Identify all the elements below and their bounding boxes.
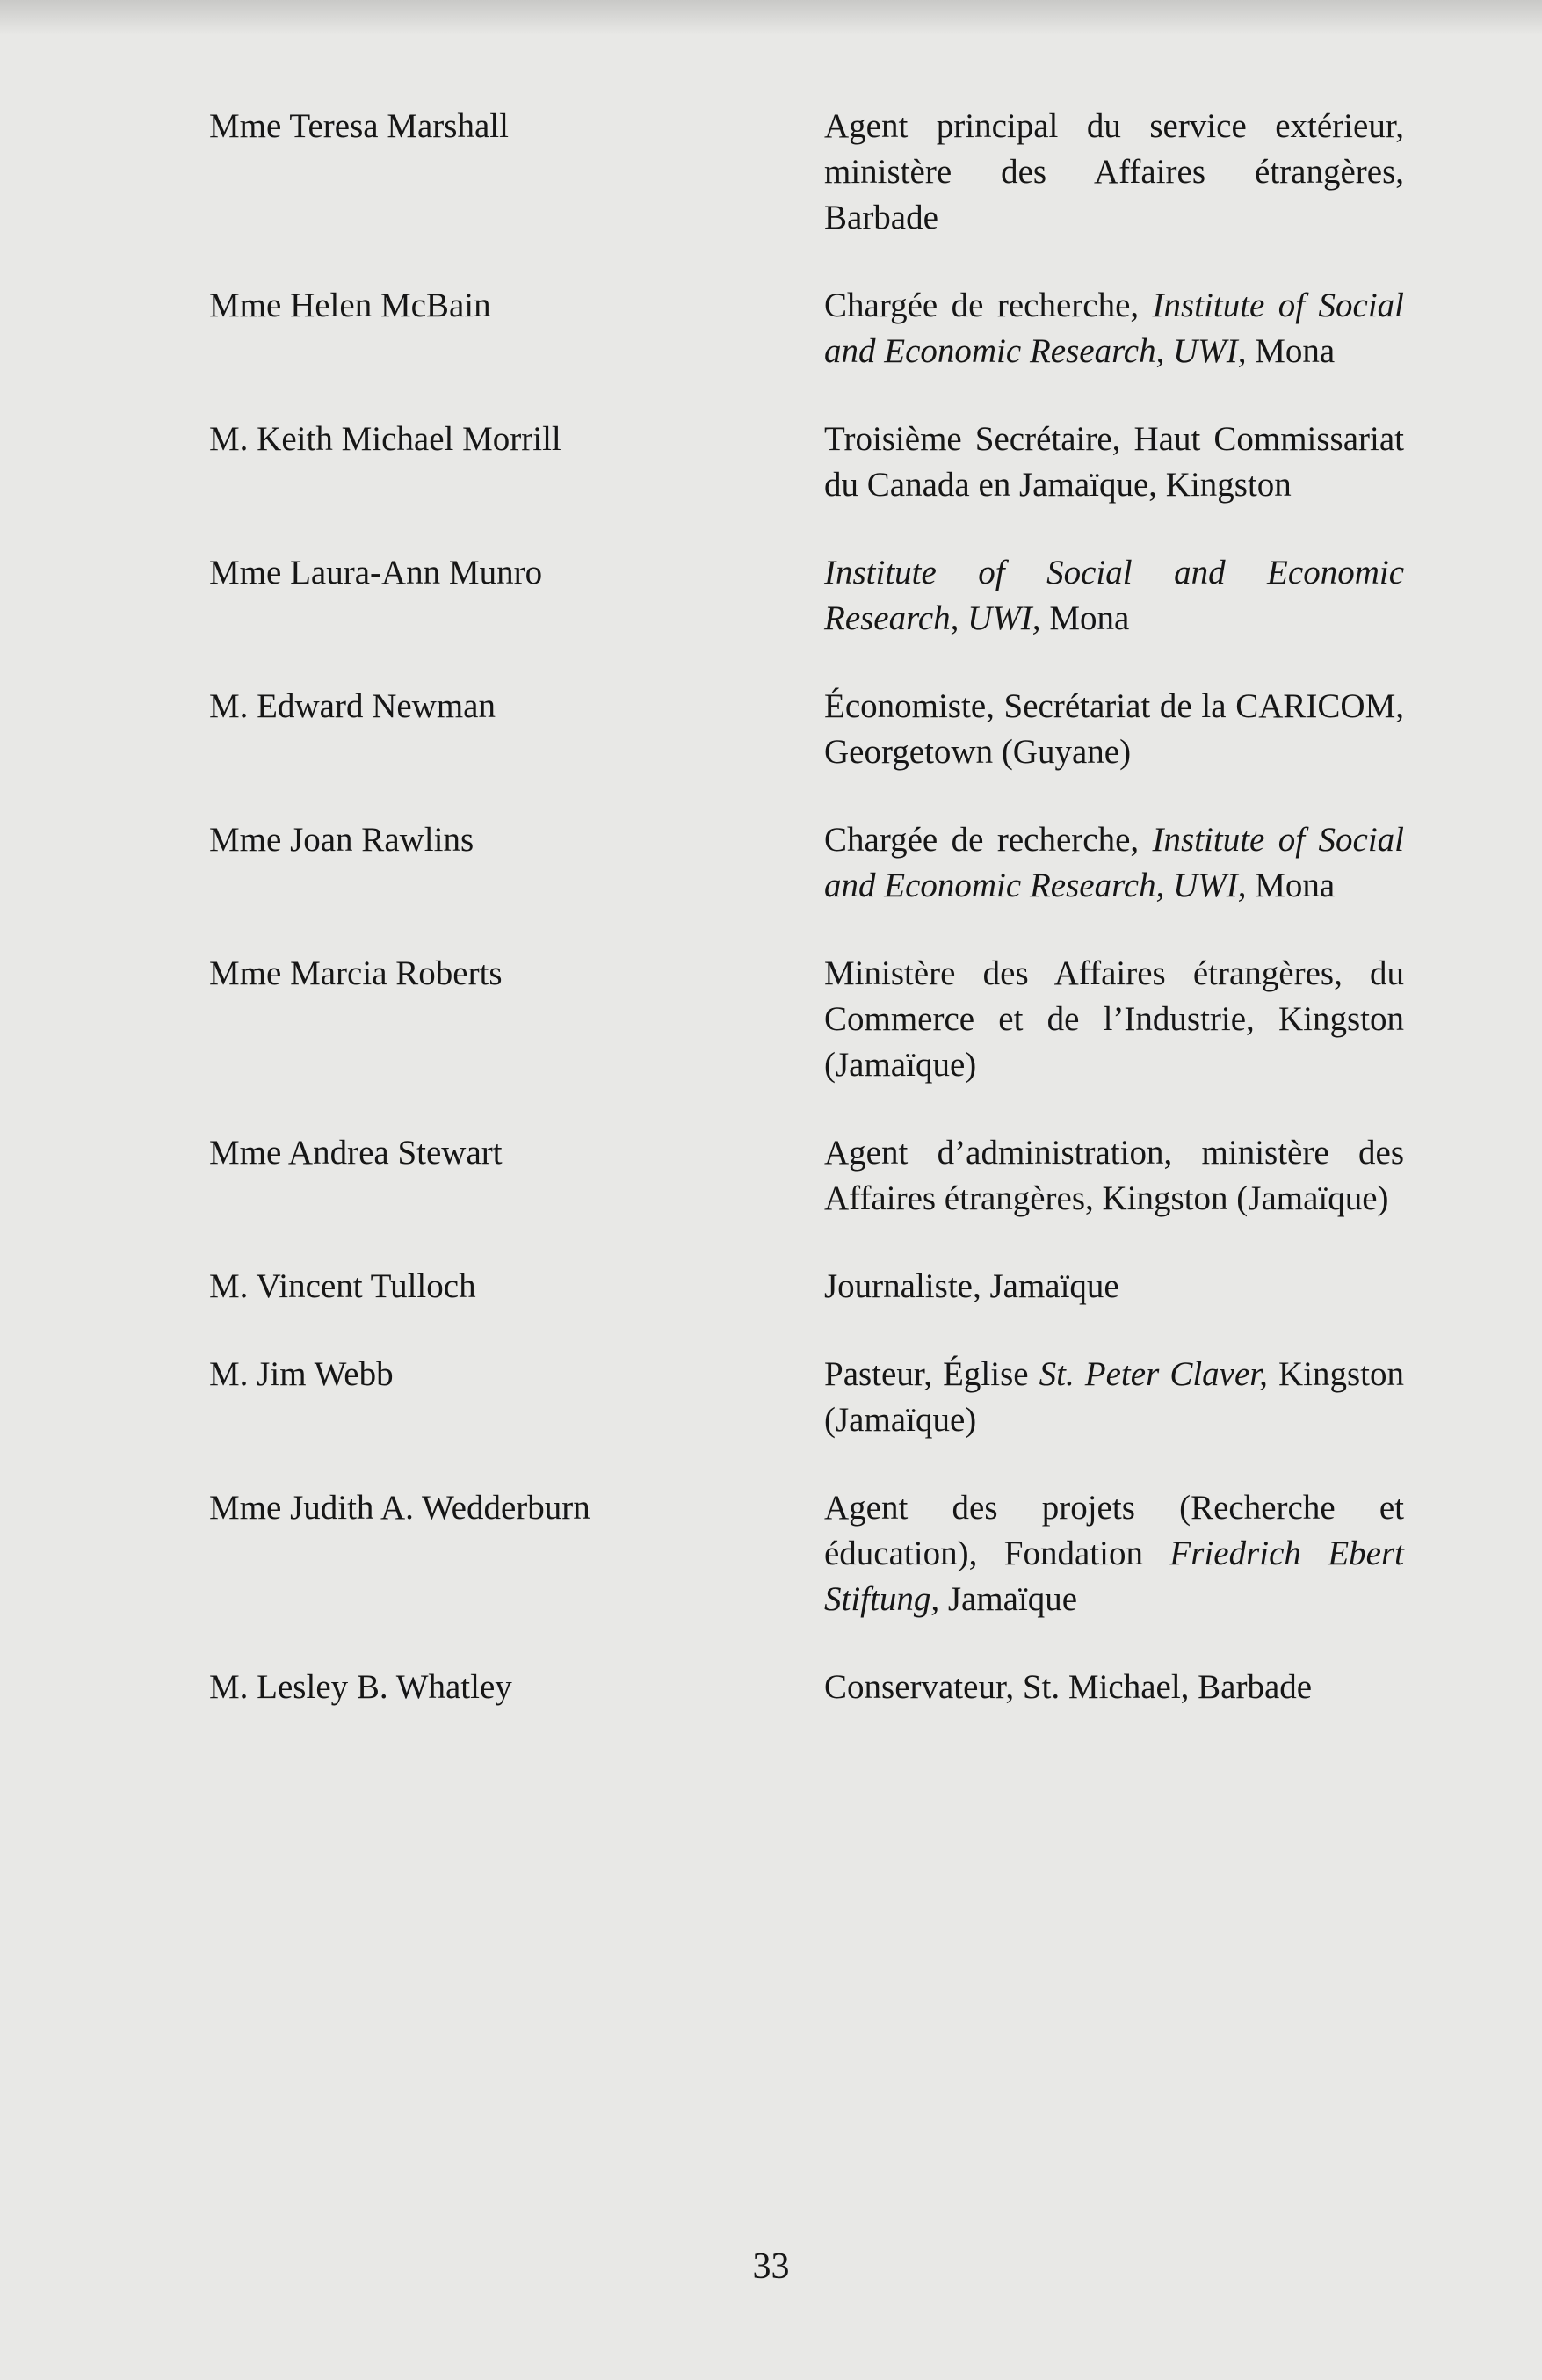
list-item [209,1130,1404,1222]
participant-role [824,417,1404,508]
role-text-italic: Institute of Social and Economic Research, UWI, [824,554,1404,637]
role-text-italic: Friedrich Ebert Stiftung, [824,1535,1404,1618]
participant-name: M. Keith Michael Morrill [209,420,561,458]
role-text: Jamaïque [939,1580,1078,1618]
participant-name: Mme Teresa Marshall [209,107,509,145]
participant-role [824,1485,1404,1622]
list-item [209,283,1404,374]
participant-role [824,817,1404,909]
participant-name: M. Lesley B. Whatley [209,1668,512,1706]
list-item [209,104,1404,241]
page-number: 33 [752,2246,790,2287]
role-text: Mona [1040,599,1130,637]
participant-name: M. Edward Newman [209,687,496,725]
role-text: Troisième Secrétaire, Haut Commissariat du Canada en Jamaïque, Kingston [824,420,1404,504]
participant-name: Mme Laura-Ann Munro [209,554,543,591]
role-text: Conservateur, St. Michael, Barbade [824,1668,1313,1706]
list-item [209,1264,1404,1310]
role-text: Pasteur, Église [824,1355,1039,1393]
role-text: Mona [1246,332,1336,370]
list-item [209,550,1404,642]
participant-role [824,1665,1404,1710]
participant-role [824,684,1404,775]
participant-name: Mme Helen McBain [209,287,491,324]
participant-role [824,283,1404,374]
list-item [209,684,1404,775]
role-text: Agent principal du service extérieur, ministère des Affaires étrangères, Barbade [824,107,1404,236]
list-item [209,1485,1404,1622]
role-text-italic: Institute of Social and Economic Research, UWI, [824,821,1404,904]
participant-role [824,951,1404,1088]
role-text: Chargée de recherche, [824,287,1153,324]
participant-list [209,104,1404,1752]
list-item [209,1352,1404,1443]
participant-name: Mme Joan Rawlins [209,821,474,859]
participant-role [824,550,1404,642]
role-text-italic: St. Peter Claver, [1039,1355,1268,1393]
list-item [209,817,1404,909]
participant-name: Mme Marcia Roberts [209,954,503,992]
participant-name: Mme Andrea Stewart [209,1134,503,1172]
participant-name: M. Vincent Tulloch [209,1267,476,1305]
participant-role [824,1352,1404,1443]
participant-name: Mme Judith A. Wedderburn [209,1489,590,1527]
role-text: Économiste, Secrétariat de la CARICOM, Georgetown (Guyane) [824,687,1404,771]
role-text: Kingston (Jamaïque) [824,1355,1404,1439]
role-text: Agent des projets (Recherche et éducation), Fondation [824,1489,1404,1572]
participant-role [824,1130,1404,1222]
participant-name: M. Jim Webb [209,1355,394,1393]
role-text: Journaliste, Jamaïque [824,1267,1119,1305]
list-item [209,951,1404,1088]
page-top-edge [0,0,1542,35]
role-text: Mona [1246,867,1336,904]
role-text: Chargée de recherche, [824,821,1153,859]
participant-role [824,104,1404,241]
role-text: Ministère des Affaires étrangères, du Commerce et de l’Industrie, Kingston (Jamaïque) [824,954,1404,1084]
participant-role [824,1264,1404,1310]
role-text-italic: Institute of Social and Economic Research, UWI, [824,287,1404,370]
role-text: Agent d’administration, ministère des Affaires étrangères, Kingston (Jamaïque) [824,1134,1404,1217]
list-item [209,417,1404,508]
list-item [209,1665,1404,1710]
